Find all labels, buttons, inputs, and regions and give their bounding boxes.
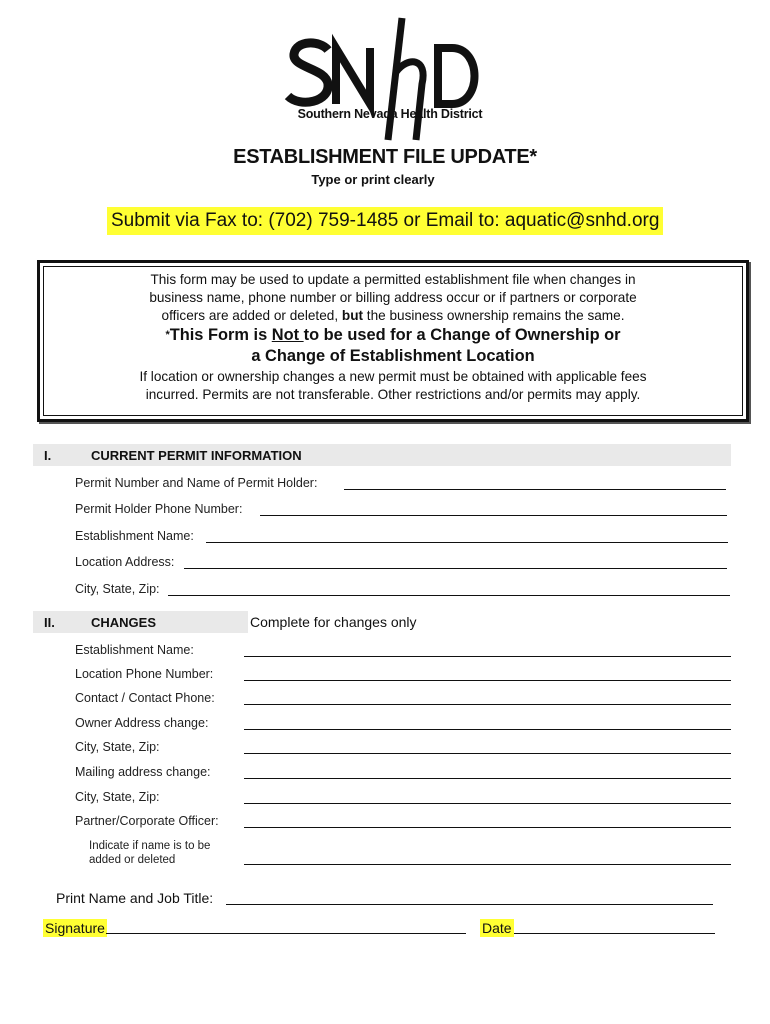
asterisk: * <box>165 329 170 341</box>
form-title: ESTABLISHMENT FILE UPDATE* <box>233 146 537 168</box>
indicate-note <box>89 839 210 867</box>
snhd-logo-graphic <box>270 12 510 142</box>
change-owner-city-field[interactable] <box>244 753 731 754</box>
permit-holder-phone-label: Permit Holder Phone Number: <box>75 502 243 516</box>
print-name-field[interactable] <box>226 904 713 905</box>
submit-instructions: Submit via Fax to: (702) 759-1485 or Email to: aquatic@snhd.org <box>107 207 663 235</box>
partner-add-delete-field[interactable] <box>244 864 731 865</box>
permit-number-field[interactable] <box>344 489 726 490</box>
change-partner-field[interactable] <box>244 827 731 828</box>
notice-bold-not: Not <box>271 326 304 344</box>
notice-bold-line-2: a Change of Establishment Location <box>251 347 535 365</box>
signature-field[interactable] <box>106 933 466 934</box>
notice-line-3c: the business ownership remains the same. <box>363 308 625 323</box>
notice-bold-line-1 <box>40 325 746 346</box>
section-2-number: II. <box>44 615 55 630</box>
section-2-header <box>33 611 731 633</box>
establishment-name-label: Establishment Name: <box>75 529 194 543</box>
date-label: Date <box>482 920 512 936</box>
city-state-zip-field[interactable] <box>168 595 730 596</box>
indicate-note-line-2: added or deleted <box>89 854 176 866</box>
notice-line-5: incurred. Permits are not transferable. Other restrictions and/or permits may apply. <box>145 387 641 402</box>
change-mailing-city-field[interactable] <box>244 803 731 804</box>
notice-box <box>37 260 749 422</box>
snhd-logo <box>270 12 510 142</box>
change-partner-label: Partner/Corporate Officer: <box>75 814 219 828</box>
change-location-phone-label: Location Phone Number: <box>75 667 214 681</box>
section-1-header <box>33 444 731 466</box>
notice-line-3a: officers are added or deleted, <box>161 308 342 323</box>
print-name-label: Print Name and Job Title: <box>56 890 214 906</box>
city-state-zip-label: City, State, Zip: <box>75 582 160 596</box>
notice-line-1: This form may be used to update a permitted establishment file when changes in <box>150 272 636 287</box>
logo-subtitle: Southern Nevada Health District <box>297 107 483 121</box>
notice-line-3-but: but <box>341 308 364 323</box>
form-subtitle: Type or print clearly <box>311 172 435 187</box>
permit-number-label: Permit Number and Name of Permit Holder: <box>75 476 318 490</box>
signature-label: Signature <box>45 920 105 936</box>
permit-holder-phone-field[interactable] <box>260 515 727 516</box>
change-mailing-address-field[interactable] <box>244 778 731 779</box>
notice-bold-1d: to be used for a Change of Ownership or <box>303 326 621 344</box>
location-address-label: Location Address: <box>75 555 175 569</box>
change-mailing-city-label: City, State, Zip: <box>75 790 160 804</box>
notice-bold-1b: This Form is <box>169 326 272 344</box>
location-address-field[interactable] <box>184 568 727 569</box>
notice-line-2: business name, phone number or billing address occur or if partners or corporate <box>149 290 637 305</box>
change-mailing-address-label: Mailing address change: <box>75 765 211 779</box>
notice-line-3 <box>40 307 746 325</box>
change-contact-label: Contact / Contact Phone: <box>75 691 215 705</box>
section-1-title: CURRENT PERMIT INFORMATION <box>91 448 302 463</box>
change-owner-address-field[interactable] <box>244 729 731 730</box>
change-contact-field[interactable] <box>244 704 731 705</box>
section-2-title: CHANGES <box>91 615 157 630</box>
indicate-note-line-1: Indicate if name is to be <box>89 840 211 852</box>
change-location-phone-field[interactable] <box>244 680 731 681</box>
change-establishment-name-field[interactable] <box>244 656 731 657</box>
change-establishment-name-label: Establishment Name: <box>75 643 194 657</box>
notice-line-4: If location or ownership changes a new permit must be obtained with applicable fees <box>139 369 647 384</box>
establishment-name-field[interactable] <box>206 542 728 543</box>
section-1-number: I. <box>44 448 52 463</box>
section-2-note: Complete for changes only <box>250 614 417 630</box>
change-owner-city-label: City, State, Zip: <box>75 740 160 754</box>
date-field[interactable] <box>514 933 715 934</box>
change-owner-address-label: Owner Address change: <box>75 716 209 730</box>
